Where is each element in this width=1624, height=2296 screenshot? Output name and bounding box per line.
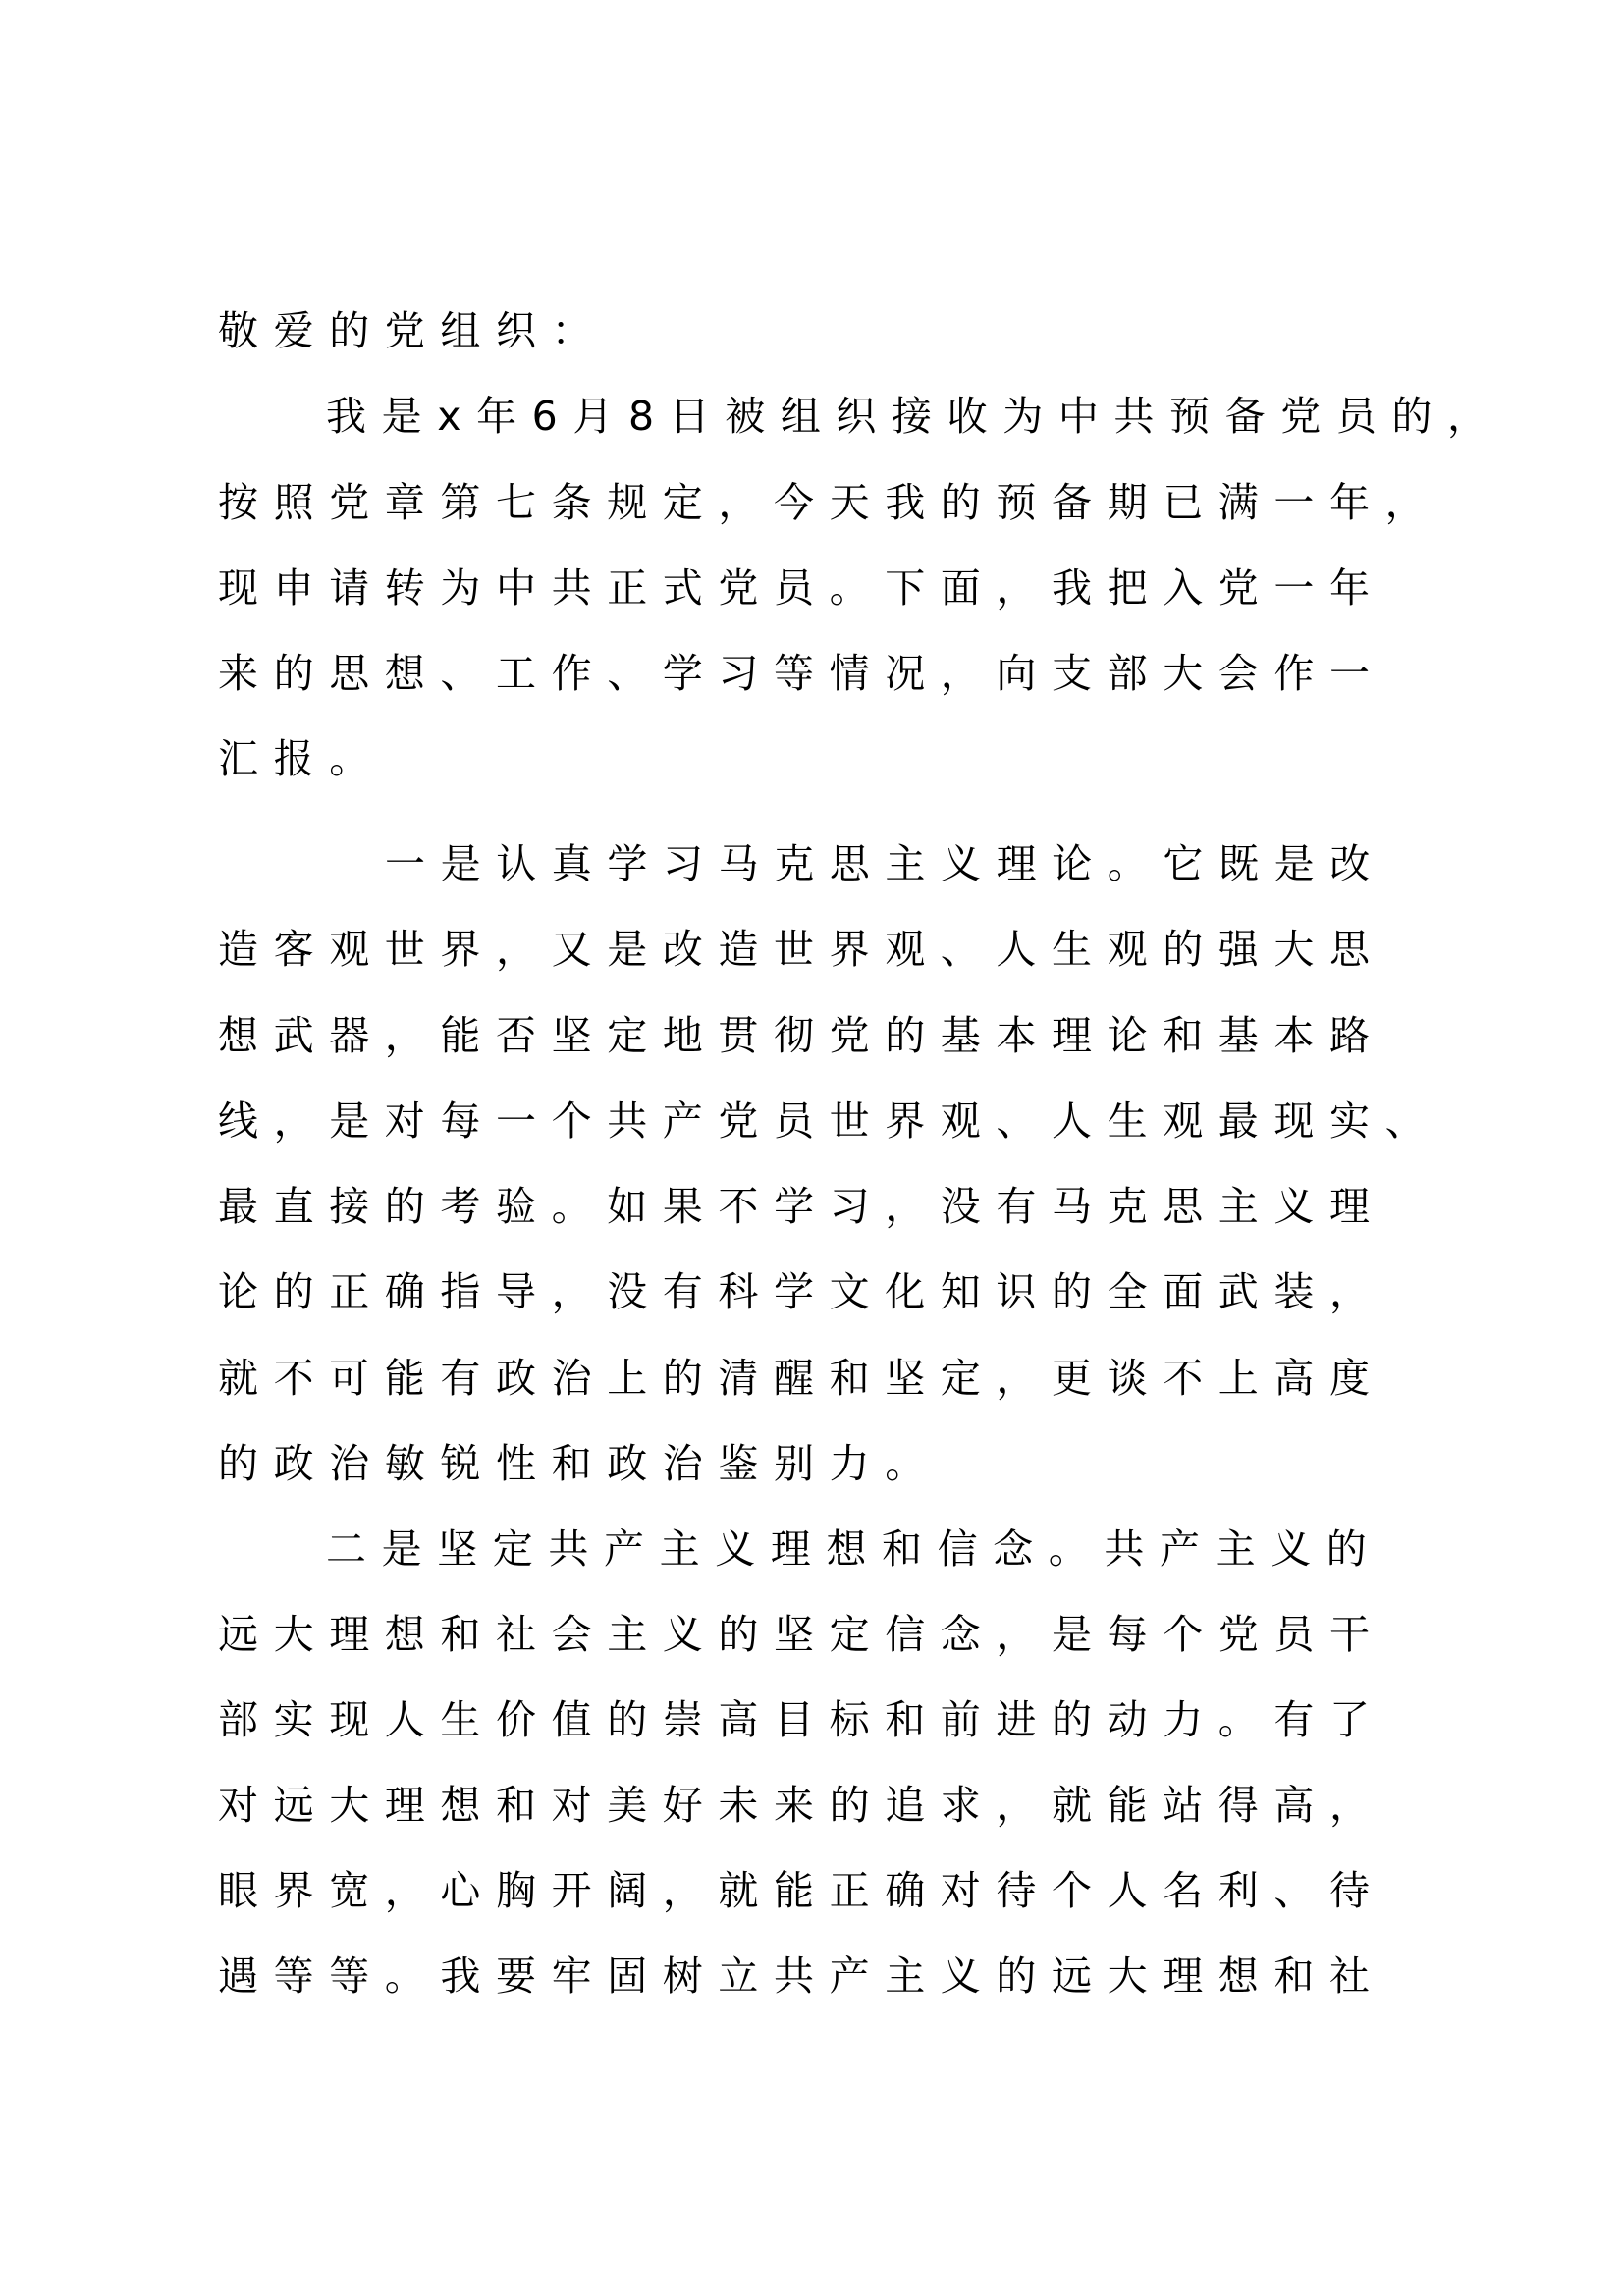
paragraph-line: 造客观世界，又是改造世界观、人生观的强大思 [218,926,1385,973]
paragraph-line: 部实现人生价值的崇高目标和前进的动力。有了 [218,1696,1385,1743]
paragraph-line: 我是x年6月8日被组织接收为中共预备党员的， [326,393,1503,440]
paragraph-line: 论的正确指导，没有科学文化知识的全面武装， [218,1268,1385,1315]
salutation: 敬爱的党组织： [218,307,608,354]
paragraph-line: 二是坚定共产主义理想和信念。共产主义的 [326,1525,1382,1573]
paragraph-line: 汇报。 [218,735,385,782]
paragraph-line: 线，是对每一个共产党员世界观、人生观最现实、 [218,1097,1441,1145]
paragraph-line: 现申请转为中共正式党员。下面，我把入党一年 [218,564,1385,612]
paragraph-line: 远大理想和社会主义的坚定信念，是每个党员干 [218,1611,1385,1658]
paragraph-line: 眼界宽，心胸开阔，就能正确对待个人名利、待 [218,1867,1385,1914]
paragraph-line: 就不可能有政治上的清醒和坚定，更谈不上高度 [218,1355,1385,1402]
paragraph-line: 来的思想、工作、学习等情况，向支部大会作一 [218,650,1385,697]
paragraph-line: 最直接的考验。如果不学习，没有马克思主义理 [218,1183,1385,1230]
paragraph-line: 想武器，能否坚定地贯彻党的基本理论和基本路 [218,1012,1385,1059]
paragraph-line: 对远大理想和对美好未来的追求，就能站得高， [218,1782,1385,1829]
paragraph-line: 遇等等。我要牢固树立共产主义的远大理想和社 [218,1952,1385,2000]
paragraph-line: 的政治敏锐性和政治鉴别力。 [218,1440,941,1487]
paragraph-line: 按照党章第七条规定，今天我的预备期已满一年， [218,479,1441,526]
paragraph-line: 一是认真学习马克思主义理论。它既是改 [385,840,1385,887]
